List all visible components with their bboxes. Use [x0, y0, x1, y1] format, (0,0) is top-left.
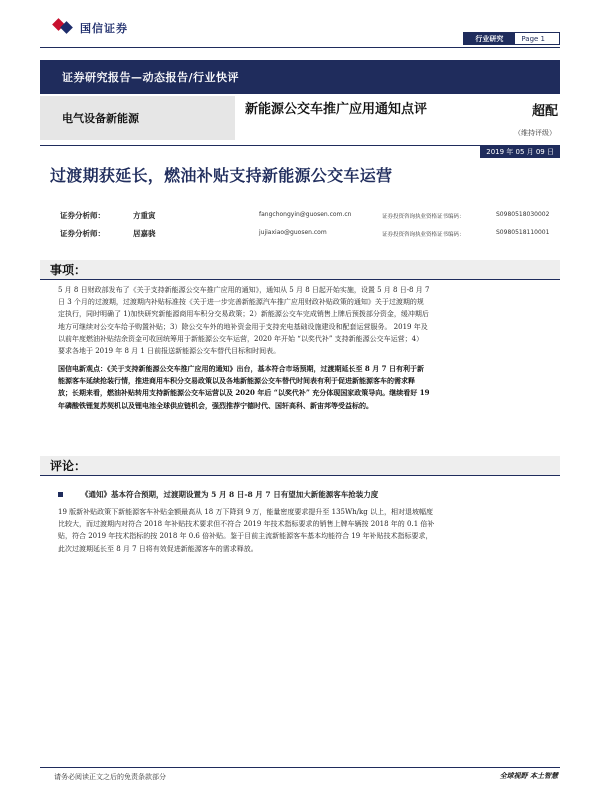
analyst-email: jujiaxiao@guosen.com	[259, 229, 327, 236]
text-line: 日 3 个月的过渡期，过渡期内补贴标准按《关于进一步完善新能源汽车推广应用财政补贴政策的通知》关于过渡期的规	[58, 298, 424, 307]
text-line: 以前年度燃油补贴结余资金可收回统筹用于新能源公交车运营，2020 年开始 “以奖代补” 支持新能源公交车运营；4）	[58, 334, 424, 343]
analyst-role: 证券分析师：	[60, 229, 105, 238]
text-line: 19 版新补贴政策下新能源客车补贴金额最高从 18 万下降到 9 万，能量密度要求提升至 135Wh/kg 以上，相对退坡幅度	[58, 508, 433, 516]
text-line: 贴，符合 2019 年技术指标的按 2018 年 0.6 倍补贴。鉴于目前主流新能源客车基本均能符合 19 年补贴技术指标要求，	[58, 532, 433, 541]
text-line: 定执行，同时明确了 1)加快研究新能源商用车积分交易政策；2）新能源公交车完成销售上牌后预拨部分资金，缓冲期后	[58, 310, 429, 319]
report-type-band	[40, 60, 560, 94]
analyst-cert: S0980518110001	[496, 229, 550, 236]
review-bullet-text: 《通知》基本符合预期，过渡期设置为 5 月 8 日-8 月 7 日有望加大新能源客车抢装力度	[81, 490, 379, 499]
header-divider	[40, 47, 560, 48]
review-paragraph	[58, 506, 548, 555]
text-line: 比较大，而过渡期内对符合 2018 年补贴技术要求但不符合 2019 年技术指标要求的销售上牌车辆按 2018 年的 0.1 倍补	[58, 520, 435, 529]
sector-name: 电气设备新能源	[62, 112, 139, 125]
event-paragraph	[58, 284, 548, 357]
review-bullet	[58, 489, 538, 500]
report-type: 证券研究报告—动态报告/行业快评	[62, 71, 240, 84]
guosen-logo	[52, 16, 152, 40]
header-tags	[463, 32, 560, 45]
sector-band	[40, 96, 235, 140]
text-line: 要求各地于 2019 年 8 月 1 日前报送新能源公交车替代目标和时间表。	[58, 347, 281, 356]
page-number: Page 1	[515, 32, 560, 45]
analyst-name: 居嘉骁	[133, 229, 156, 238]
logo-mark-icon	[52, 18, 76, 38]
text-line: 5 月 8 日财政部发布了《关于支持新能源公交车推广应用的通知》，通知从 5 月 8 日起开始实施，设置 5 月 8 日-8 月 7	[58, 286, 430, 294]
text-line: 年磷酸铁锂复苏契机以及锂电池全球供应链机会，强烈推荐宁德时代、国轩高科、新宙邦等受益标的。	[58, 400, 373, 410]
disclaimer-note: 请务必阅读正文之后的免责条款部分	[54, 773, 166, 781]
text-line: 放；长期来看，燃油补贴转用支持新能源公交车运营以及 2020 年后 “以奖代补” 充分体现国家政策导向。继续看好 19	[58, 388, 430, 398]
report-title: 过渡期获延长，燃油补贴支持新能源公交车运营	[50, 166, 393, 185]
rating-sub: （维持评级）	[514, 129, 556, 137]
category-tag: 行业研究	[463, 32, 515, 45]
text-line: 此次过渡期延长至 8 月 7 日将有效促进新能源客车的需求释放。	[58, 544, 258, 553]
logo-text: 国信证券	[80, 22, 128, 35]
section-event-heading: 事项：	[40, 260, 560, 280]
text-line: 地方可继续对公交车给予购置补贴；3）除公交车外的地补资金用于支持充电基础设施建设和配套运营服务。 2019 年及	[58, 322, 428, 331]
analyst-cert-label: 证券投资咨询执业资格证书编码：	[382, 232, 465, 238]
section-review-heading: 评论：	[40, 456, 560, 476]
bullet-square-icon	[58, 492, 63, 497]
analyst-cert: S0980518030002	[496, 211, 550, 218]
slogan: 全球视野 本土智慧	[499, 771, 558, 780]
text-line: 能源客车延续抢装行情，推进商用车积分交易政策以及各地新能源公交车替代时间表有利于促进新能源客车的需求释	[58, 376, 415, 386]
rating-value: 超配	[531, 104, 558, 119]
footer-divider	[40, 767, 560, 768]
analyst-name: 方重寅	[133, 211, 156, 220]
view-paragraph	[58, 363, 548, 412]
notice-title: 新能源公交车推广应用通知点评	[245, 102, 428, 117]
analyst-cert-label: 证券投资咨询执业资格证书编码：	[382, 214, 465, 220]
analyst-role: 证券分析师：	[60, 211, 105, 220]
report-date: 2019 年 05 月 09 日	[480, 146, 560, 158]
analyst-email: fangchongyin@guosen.com.cn	[259, 211, 352, 218]
text-line: 国信电新观点：《关于支持新能源公交车推广应用的通知》出台，基本符合市场预期，过渡期延长至 8 月 7 日有利于新	[58, 364, 424, 373]
